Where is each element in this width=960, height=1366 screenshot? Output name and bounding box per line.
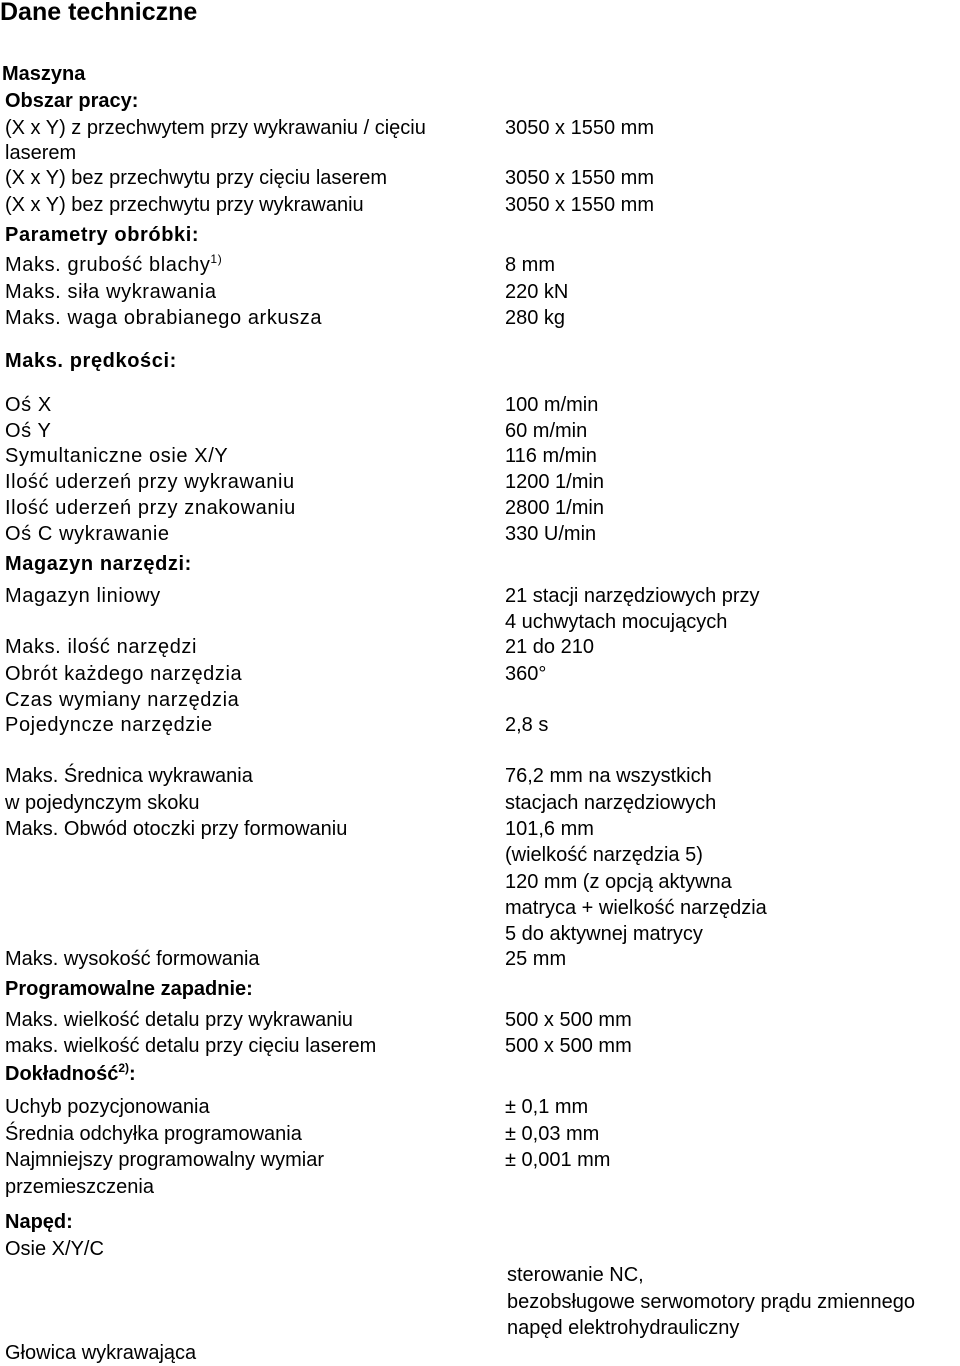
linear-magazine-value-cont: 4 uchwytach mocujących bbox=[505, 611, 728, 633]
part-laser-value: 500 x 500 mm bbox=[505, 1035, 632, 1057]
section-workspace: Obszar pracy: bbox=[5, 90, 139, 112]
workspace-1-value: 3050 x 1550 mm bbox=[505, 117, 654, 139]
diameter-label: Maks. Średnica wykrawania bbox=[5, 765, 253, 787]
punch-head-label: Głowica wykrawająca bbox=[5, 1342, 197, 1364]
change-time-label: Czas wymiany narzędzia bbox=[5, 689, 240, 711]
forming-height-value: 25 mm bbox=[505, 948, 567, 970]
section-machine: Maszyna bbox=[2, 63, 86, 85]
footnote-1: 1) bbox=[210, 252, 223, 266]
circumference-value-5: 5 do aktywnej matrycy bbox=[505, 923, 703, 945]
workspace-1-label: (X x Y) z przechwytem przy wykrawaniu / cięciu bbox=[5, 117, 426, 139]
part-punch-label: Maks. wielkość detalu przy wykrawaniu bbox=[5, 1009, 353, 1031]
thickness-value: 8 mm bbox=[505, 254, 555, 276]
force-value: 220 kN bbox=[505, 281, 569, 303]
workspace-3-value: 3050 x 1550 mm bbox=[505, 194, 654, 216]
footnote-2: 2) bbox=[118, 1061, 130, 1075]
axes-drive-value-1: sterowanie NC, bbox=[507, 1264, 644, 1286]
workspace-1-label-cont: laserem bbox=[5, 142, 77, 164]
axis-c-label: Oś C wykrawanie bbox=[5, 523, 170, 545]
page-title: Dane techniczne bbox=[0, 0, 198, 26]
circumference-label: Maks. Obwód otoczki przy formowaniu bbox=[5, 818, 348, 840]
hits-mark-label: Ilość uderzeń przy znakowaniu bbox=[5, 497, 296, 519]
part-laser-label: maks. wielkość detalu przy cięciu laserem bbox=[5, 1035, 377, 1057]
min-step-label: Najmniejszy programowalny wymiar bbox=[5, 1149, 324, 1171]
diameter-value-cont: stacjach narzędziowych bbox=[505, 792, 717, 814]
workspace-3-label: (X x Y) bez przechwytu przy wykrawaniu bbox=[5, 194, 364, 216]
rotation-label: Obrót każdego narzędzia bbox=[5, 663, 243, 685]
hits-punch-value: 1200 1/min bbox=[505, 471, 604, 493]
axes-drive-value-2: bezobsługowe serwomotory prądu zmiennego bbox=[507, 1291, 916, 1313]
axis-c-value: 330 U/min bbox=[505, 523, 597, 545]
weight-value: 280 kg bbox=[505, 307, 566, 329]
part-punch-value: 500 x 500 mm bbox=[505, 1009, 632, 1031]
programming-deviation-label: Średnia odchyłka programowania bbox=[5, 1123, 302, 1145]
circumference-value-4: matryca + wielkość narzędzia bbox=[505, 897, 767, 919]
axis-y-label: Oś Y bbox=[5, 420, 52, 442]
circumference-value-1: 101,6 mm bbox=[505, 818, 594, 840]
circumference-value-2: (wielkość narzędzia 5) bbox=[505, 844, 703, 866]
workspace-2-label: (X x Y) bez przechwytu przy cięciu laserem bbox=[5, 167, 387, 189]
axis-y-value: 60 m/min bbox=[505, 420, 588, 442]
axis-x-value: 100 m/min bbox=[505, 394, 599, 416]
hits-mark-value: 2800 1/min bbox=[505, 497, 604, 519]
section-magazine: Magazyn narzędzi: bbox=[5, 553, 192, 575]
tools-count-value: 21 do 210 bbox=[505, 636, 594, 658]
force-label: Maks. siła wykrawania bbox=[5, 281, 217, 303]
forming-height-label: Maks. wysokość formowania bbox=[5, 948, 260, 970]
programming-deviation-value: ± 0,03 mm bbox=[505, 1123, 600, 1145]
min-step-label-cont: przemieszczenia bbox=[5, 1176, 154, 1198]
axes-drive-label: Osie X/Y/C bbox=[5, 1238, 104, 1260]
tools-count-label: Maks. ilość narzędzi bbox=[5, 636, 198, 658]
section-drive: Napęd: bbox=[5, 1211, 73, 1233]
simul-label: Symultaniczne osie X/Y bbox=[5, 445, 229, 467]
section-programmable: Programowalne zapadnie: bbox=[5, 978, 253, 1000]
linear-magazine-label: Magazyn liniowy bbox=[5, 585, 161, 607]
hits-punch-label: Ilość uderzeń przy wykrawaniu bbox=[5, 471, 295, 493]
single-tool-value: 2,8 s bbox=[505, 714, 549, 736]
diameter-label-cont: w pojedynczym skoku bbox=[5, 792, 200, 814]
circumference-value-3: 120 mm (z opcją aktywna bbox=[505, 871, 732, 893]
rotation-value: 360° bbox=[505, 663, 547, 685]
axis-x-label: Oś X bbox=[5, 394, 52, 416]
linear-magazine-value: 21 stacji narzędziowych przy bbox=[505, 585, 760, 607]
positioning-error-label: Uchyb pozycjonowania bbox=[5, 1096, 210, 1118]
section-params: Parametry obróbki: bbox=[5, 224, 200, 246]
section-accuracy: Dokładność$^{2)}$: bbox=[5, 1061, 136, 1085]
single-tool-label: Pojedyncze narzędzie bbox=[5, 714, 213, 736]
positioning-error-value: ± 0,1 mm bbox=[505, 1096, 589, 1118]
axes-drive-value-3: napęd elektrohydrauliczny bbox=[507, 1317, 740, 1339]
diameter-value: 76,2 mm na wszystkich bbox=[505, 765, 712, 787]
weight-label: Maks. waga obrabianego arkusza bbox=[5, 307, 323, 329]
thickness-label: Maks. grubość blachy$^{1)}$ bbox=[5, 252, 223, 276]
min-step-value: ± 0,001 mm bbox=[505, 1149, 611, 1171]
workspace-2-value: 3050 x 1550 mm bbox=[505, 167, 654, 189]
section-speeds: Maks. prędkości: bbox=[5, 350, 177, 372]
simul-value: 116 m/min bbox=[505, 445, 597, 467]
